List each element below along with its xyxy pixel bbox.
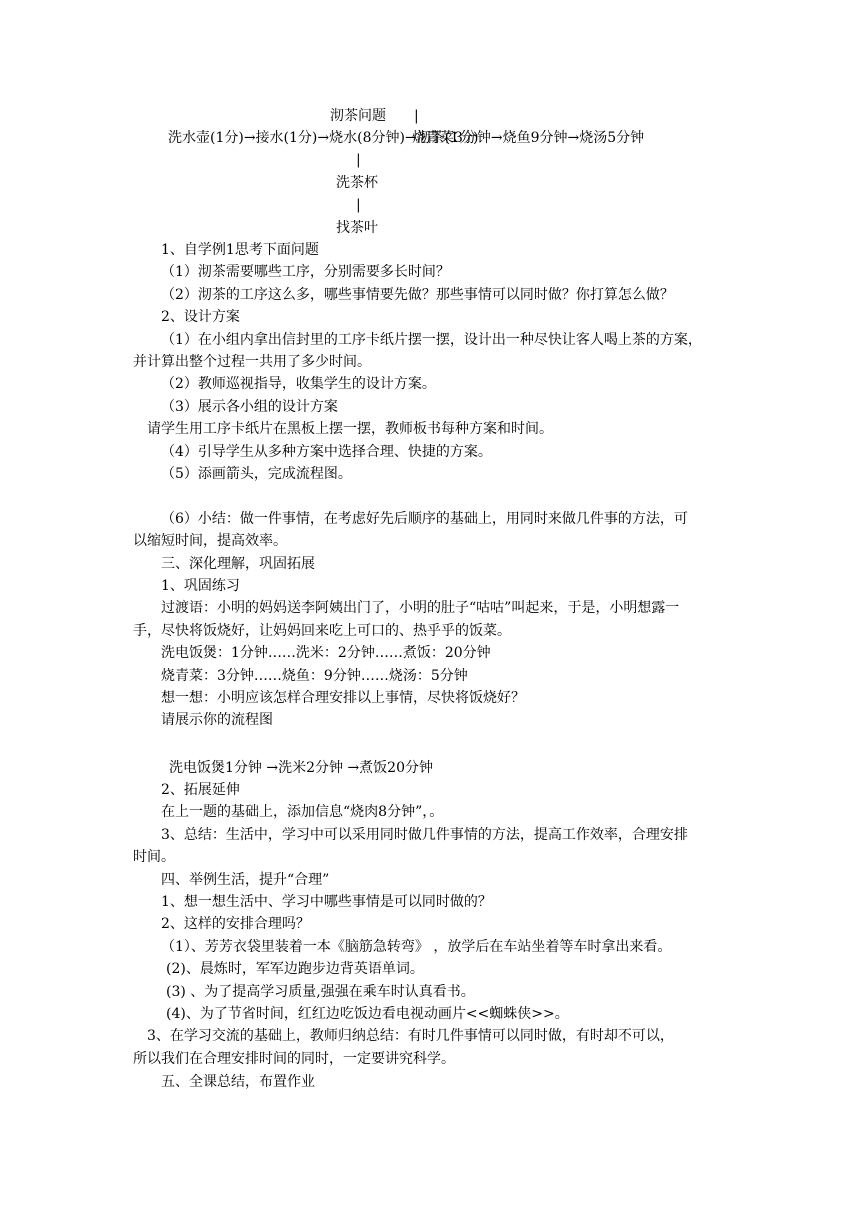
text-line: （2）沏茶的工序这么多，哪些事情要先做？那些事情可以同时做？你打算怎么做？: [161, 287, 674, 303]
diagram-find-tea: 找茶叶: [336, 220, 378, 236]
text-line: 想一想：小明应该怎样合理安排以上事情，尽快将饭烧好？: [161, 690, 525, 706]
text-line: （6）小结：做一件事情，在考虑好先后顺序的基础上，用同时来做几件事的方法，可: [161, 511, 688, 527]
text-line: 3、总结：生活中，学习中可以采用同时做几件事情的方法，提高工作效率，合理安排: [161, 827, 688, 843]
text-line: 1、想一想生活中、学习中哪些事情是可以同时做的？: [161, 894, 492, 910]
text-line: （4）引导学生从多种方案中选择合理、快捷的方案。: [161, 444, 492, 460]
diagram-connector: |: [414, 108, 419, 124]
text-line: (4)、为了节省时间，红红边吃饭边看电视动画片<<蜘蛛侠>>。: [166, 1006, 569, 1022]
text-line: 2、这样的安排合理吗？: [161, 916, 310, 932]
text-line: 手，尽快将饭烧好，让妈妈回来吃上可口的、热乎乎的饭菜。: [133, 623, 511, 639]
text-line: 3、在学习交流的基础上，教师归纳总结：有时几件事情可以同时做，有时却不可以，: [147, 1028, 674, 1044]
text-line: 1、自学例1思考下面问题: [161, 242, 319, 258]
text-line: （2）教师巡视指导，收集学生的设计方案。: [161, 376, 436, 392]
text-line: 洗电饭煲：1分钟……洗米：2分钟……煮饭：20分钟: [161, 645, 491, 661]
section-heading: 四、举例生活，提升“合理”: [161, 872, 330, 888]
flow-rice-steps: 洗电饭煲1分钟 →洗米2分钟 →煮饭20分钟: [169, 760, 433, 776]
diagram-title: 沏茶问题: [330, 108, 386, 124]
text-line: 请展示你的流程图: [161, 712, 273, 728]
section-heading: 五、全课总结，布置作业: [161, 1074, 315, 1090]
text-line: 时间。: [133, 849, 175, 865]
text-line: 所以我们在合理安排时间的同时，一定要讲究科学。: [133, 1051, 455, 1067]
text-line: （5）添画箭头，完成流程图。: [161, 466, 352, 482]
text-line: 过渡语：小明的妈妈送李阿姨出门了，小明的肚子“咕咕”叫起来，于是，小明想露一: [161, 600, 680, 616]
text-line: 烧青菜：3分钟……烧鱼：9分钟……烧汤：5分钟: [161, 668, 468, 684]
text-line: 1、巩固练习: [161, 578, 240, 594]
text-line: 2、设计方案: [161, 309, 240, 325]
diagram-connector: |: [356, 197, 361, 213]
diagram-connector: |: [356, 152, 361, 168]
text-line: （1）在小组内拿出信封里的工序卡纸片摆一摆，设计出一种尽快让客人喝上茶的方案，: [161, 332, 702, 348]
text-line: (3) 、为了提高学习质量,强强在乘车时认真看书。: [166, 984, 475, 1000]
text-line: 请学生用工序卡纸片在黑板上摆一摆，教师板书每种方案和时间。: [147, 421, 553, 437]
diagram-overlap-text: 烧青菜3分钟→烧鱼9分钟→烧汤5分钟: [412, 130, 645, 146]
text-line: 并计算出整个过程一共用了多少时间。: [133, 354, 371, 370]
text-line: （1）沏茶需要哪些工序，分别需要多长时间？: [161, 264, 450, 280]
text-line: 在上一题的基础上，添加信息“烧肉8分钟”，。: [161, 804, 444, 820]
text-line: 以缩短时间，提高效率。: [133, 533, 287, 549]
diagram-main-row: 洗水壶(1分)→接水(1分)→烧水(8分钟)→沏茶(1分): [168, 130, 479, 146]
text-line: （3）展示各小组的设计方案: [161, 399, 338, 415]
text-line: 2、拓展延伸: [161, 782, 240, 798]
text-line: (2)、晨炼时，军军边跑步边背英语单词。: [166, 961, 424, 977]
diagram-wash-cups: 洗茶杯: [336, 175, 378, 191]
section-heading: 三、深化理解，巩固拓展: [161, 556, 315, 572]
text-line: （1）、芳芳衣袋里装着一本《脑筋急转弯》 ，放学后在车站坐着等车时拿出来看。: [161, 939, 672, 955]
